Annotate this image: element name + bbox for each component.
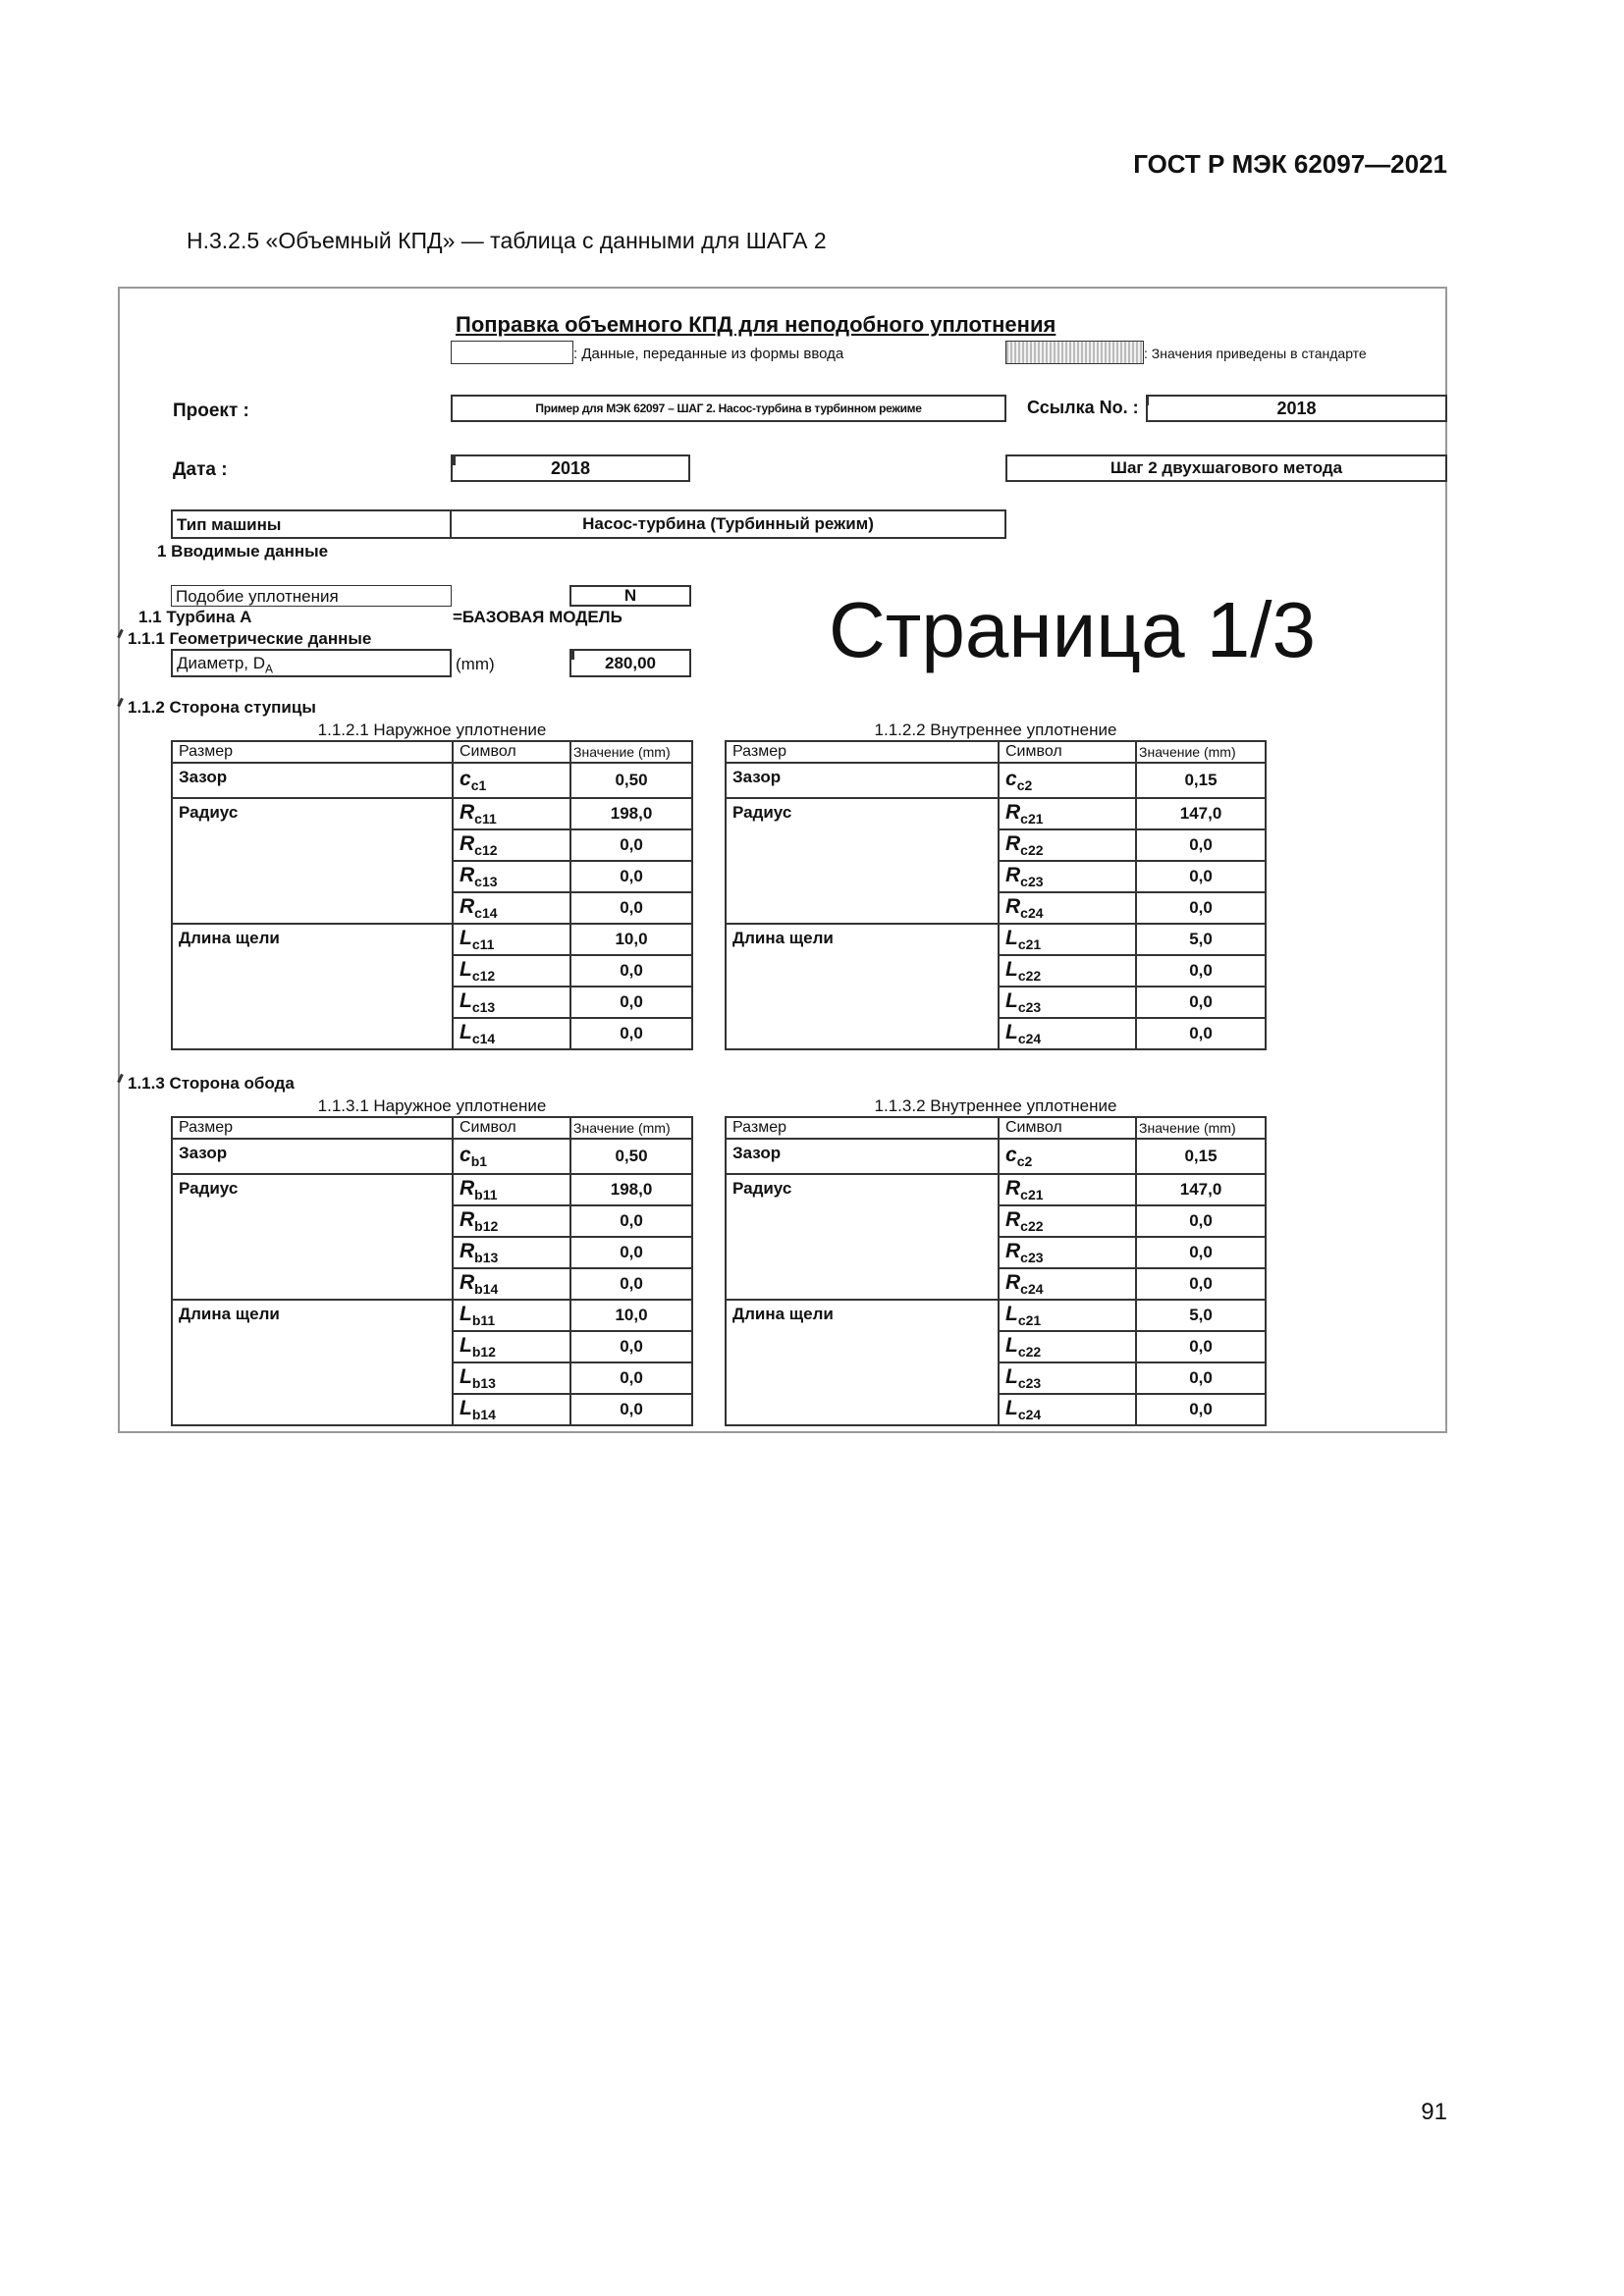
table-caption: 1.1.3.1 Наружное уплотнение — [172, 1096, 692, 1117]
symbol-subscript: c2 — [1016, 1153, 1033, 1169]
date-label: Дата : — [173, 459, 228, 480]
symbol-letter: L — [1005, 958, 1018, 981]
symbol-subscript: c14 — [474, 905, 498, 921]
symbol-subscript: c23 — [1017, 1375, 1042, 1391]
symbol-subscript: c24 — [1020, 905, 1044, 921]
radius-value: 0,0 — [570, 1237, 692, 1268]
symbol-cell — [999, 1174, 1136, 1205]
symbol-subscript: c22 — [1017, 1344, 1042, 1360]
machine-type-label: Тип машины — [177, 515, 282, 534]
column-header-size: Размер — [172, 741, 453, 763]
page-indicator: Страница 1/3 — [829, 586, 1317, 673]
table-caption: 1.1.2.1 Наружное уплотнение — [172, 721, 692, 741]
symbol-letter: L — [1005, 1334, 1018, 1357]
symbol-subscript: c1 — [470, 777, 487, 793]
legend-input-label: : Данные, переданные из формы ввода — [573, 346, 844, 362]
column-header-size: Размер — [172, 1117, 453, 1139]
rim-side-heading: 1.1.3 Сторона обода — [128, 1074, 295, 1093]
symbol-subscript: c24 — [1020, 1281, 1044, 1297]
length-value: 5,0 — [1136, 1300, 1266, 1331]
symbol-subscript: c11 — [471, 936, 495, 952]
radius-label: Радиус — [172, 1174, 453, 1300]
column-header-symbol: Символ — [999, 1117, 1136, 1139]
radius-value: 0,0 — [1136, 1268, 1266, 1300]
radius-label: Радиус — [726, 1174, 999, 1300]
symbol-cell — [453, 1268, 570, 1300]
radius-value: 0,0 — [1136, 1205, 1266, 1237]
radius-value: 0,0 — [1136, 861, 1266, 892]
standard-number: ГОСТ Р МЭК 62097—2021 — [1133, 149, 1447, 179]
symbol-letter: R — [460, 1208, 475, 1231]
symbol-subscript: c14 — [471, 1031, 496, 1046]
hub-outer-seal-table — [171, 721, 693, 1050]
symbol-subscript: c24 — [1017, 1407, 1042, 1422]
turbine-heading: 1.1 Турбина A — [138, 608, 252, 626]
seal-similarity-cell — [171, 585, 452, 607]
length-value: 0,0 — [570, 955, 692, 987]
length-value: 0,0 — [1136, 955, 1266, 987]
radius-value: 198,0 — [570, 1174, 692, 1205]
symbol-letter: L — [460, 989, 472, 1012]
table-caption: 1.1.3.2 Внутреннее уплотнение — [726, 1096, 1266, 1117]
reference-field: 2018 — [1146, 395, 1447, 422]
length-value: 10,0 — [570, 1300, 692, 1331]
length-value: 0,0 — [1136, 1362, 1266, 1394]
page-number: 91 — [1421, 2099, 1447, 2125]
symbol-subscript: c22 — [1020, 842, 1044, 858]
length-label: Длина щели — [726, 1300, 999, 1425]
symbol-letter: R — [1005, 1271, 1021, 1294]
symbol-subscript: c12 — [474, 842, 498, 858]
symbol-letter: L — [1005, 989, 1018, 1012]
symbol-letter: R — [1005, 1240, 1021, 1262]
radius-label: Радиус — [726, 798, 999, 924]
gap-value: 0,15 — [1136, 763, 1266, 798]
table-caption: 1.1.2.2 Внутреннее уплотнение — [726, 721, 1266, 741]
symbol-letter: L — [1005, 1021, 1018, 1043]
column-header-symbol: Символ — [453, 1117, 570, 1139]
symbol-subscript: c23 — [1017, 999, 1042, 1015]
radius-value: 0,0 — [1136, 829, 1266, 861]
legend-input-swatch — [451, 341, 573, 364]
length-label: Длина щели — [172, 924, 453, 1049]
hub-side-heading: 1.1.2 Сторона ступицы — [128, 698, 316, 717]
symbol-letter: R — [1005, 1177, 1021, 1200]
symbol-cell — [453, 1394, 570, 1425]
symbol-subscript: c2 — [1016, 777, 1033, 793]
symbol-cell — [453, 1331, 570, 1362]
symbol-cell — [999, 1331, 1136, 1362]
symbol-cell — [999, 1300, 1136, 1331]
symbol-subscript: c11 — [474, 811, 497, 827]
length-value: 10,0 — [570, 924, 692, 955]
gap-label: Зазор — [172, 1139, 453, 1174]
column-header-value: Значение (mm) — [1136, 1117, 1266, 1139]
radius-value: 0,0 — [570, 861, 692, 892]
symbol-cell — [453, 829, 570, 861]
symbol-cell — [999, 987, 1136, 1018]
step-field: Шаг 2 двухшагового метода — [1005, 454, 1447, 482]
symbol-cell — [999, 892, 1136, 924]
symbol-subscript: c23 — [1020, 1250, 1044, 1265]
length-value: 0,0 — [570, 1394, 692, 1425]
symbol-letter: R — [460, 1271, 475, 1294]
symbol-letter: R — [1005, 864, 1021, 886]
symbol-letter: R — [460, 864, 475, 886]
symbol-cell — [999, 763, 1136, 798]
symbol-cell — [453, 798, 570, 829]
symbol-letter: R — [460, 801, 475, 824]
diameter-label: Диаметр, $D_A$ — [177, 654, 274, 676]
gap-value: 0,50 — [570, 763, 692, 798]
date-field: 2018 — [451, 454, 690, 482]
rim-inner-seal-table — [725, 1096, 1267, 1426]
symbol-subscript: c22 — [1020, 1218, 1044, 1234]
length-value: 0,0 — [1136, 987, 1266, 1018]
symbol-letter: R — [460, 895, 475, 918]
column-header-value: Значение (mm) — [570, 741, 692, 763]
symbol-cell — [999, 1362, 1136, 1394]
symbol-subscript: c23 — [1020, 874, 1044, 889]
symbol-letter: L — [460, 1303, 472, 1325]
length-value: 0,0 — [1136, 1394, 1266, 1425]
symbol-letter: L — [460, 958, 472, 981]
length-label: Длина щели — [172, 1300, 453, 1425]
symbol-subscript: b11 — [474, 1187, 498, 1202]
symbol-letter: R — [1005, 801, 1021, 824]
symbol-subscript: c21 — [1020, 811, 1044, 827]
length-value: 0,0 — [1136, 1018, 1266, 1049]
symbol-subscript: b13 — [474, 1250, 499, 1265]
gap-label: Зазор — [172, 763, 453, 798]
symbol-cell — [999, 1394, 1136, 1425]
symbol-letter: L — [460, 1334, 472, 1357]
legend-standard-swatch — [1005, 341, 1144, 364]
symbol-letter: R — [460, 1177, 475, 1200]
symbol-subscript: b12 — [474, 1218, 499, 1234]
reference-label: Ссылка No. : — [1027, 398, 1139, 417]
symbol-cell — [453, 1174, 570, 1205]
base-model-label: =БАЗОВАЯ МОДЕЛЬ — [453, 608, 623, 626]
seal-similarity-label: Подобие уплотнения — [176, 587, 339, 606]
gap-label: Зазор — [726, 763, 999, 798]
length-label: Длина щели — [726, 924, 999, 1049]
symbol-cell — [453, 1139, 570, 1174]
symbol-cell — [453, 1205, 570, 1237]
geometric-data-heading: 1.1.1 Геометрические данные — [128, 629, 372, 648]
symbol-cell — [999, 1018, 1136, 1049]
length-value: 0,0 — [570, 1362, 692, 1394]
length-value: 0,0 — [1136, 1331, 1266, 1362]
diameter-label-cell — [171, 649, 452, 677]
symbol-subscript: c22 — [1017, 968, 1042, 984]
symbol-subscript: c21 — [1017, 936, 1042, 952]
symbol-subscript: c24 — [1017, 1031, 1042, 1046]
symbol-cell — [999, 924, 1136, 955]
column-header-symbol: Символ — [453, 741, 570, 763]
symbol-cell — [999, 1268, 1136, 1300]
symbol-subscript: b1 — [470, 1153, 488, 1169]
symbol-cell — [999, 1139, 1136, 1174]
radius-value: 0,0 — [570, 892, 692, 924]
symbol-cell — [999, 1237, 1136, 1268]
rim-outer-seal-table — [171, 1096, 693, 1426]
symbol-letter: R — [460, 1240, 475, 1262]
gap-value: 0,50 — [570, 1139, 692, 1174]
radius-value: 0,0 — [570, 1205, 692, 1237]
symbol-cell — [999, 829, 1136, 861]
radius-value: 0,0 — [570, 1268, 692, 1300]
column-header-symbol: Символ — [999, 741, 1136, 763]
diameter-value: 280,00 — [569, 649, 691, 677]
symbol-cell — [453, 1362, 570, 1394]
symbol-cell — [453, 924, 570, 955]
symbol-letter: L — [460, 1021, 472, 1043]
section-caption: Н.3.2.5 «Объемный КПД» — таблица с данными для ШАГА 2 — [187, 228, 827, 253]
hub-inner-seal-table — [725, 721, 1267, 1050]
symbol-letter: c — [1005, 768, 1017, 790]
symbol-letter: L — [460, 1365, 472, 1388]
symbol-subscript: b11 — [471, 1312, 496, 1328]
radius-value: 0,0 — [1136, 1237, 1266, 1268]
symbol-letter: L — [1005, 1397, 1018, 1419]
symbol-cell — [453, 955, 570, 987]
symbol-subscript: c21 — [1020, 1187, 1044, 1202]
length-value: 0,0 — [570, 1018, 692, 1049]
symbol-cell — [999, 1205, 1136, 1237]
column-header-value: Значение (mm) — [1136, 741, 1266, 763]
radius-value: 0,0 — [1136, 892, 1266, 924]
symbol-subscript: c13 — [471, 999, 496, 1015]
symbol-letter: R — [1005, 1208, 1021, 1231]
radius-value: 147,0 — [1136, 798, 1266, 829]
symbol-cell — [453, 1237, 570, 1268]
symbol-cell — [999, 798, 1136, 829]
symbol-letter: R — [1005, 832, 1021, 855]
project-field: Пример для МЭК 62097 – ШАГ 2. Насос-турбина в турбинном режиме — [451, 395, 1006, 422]
input-data-heading: 1 Вводимые данные — [157, 542, 329, 561]
symbol-cell — [999, 955, 1136, 987]
radius-label: Радиус — [172, 798, 453, 924]
symbol-cell — [999, 861, 1136, 892]
symbol-letter: L — [1005, 1303, 1018, 1325]
diameter-unit: (mm) — [456, 655, 495, 673]
length-value: 5,0 — [1136, 924, 1266, 955]
symbol-subscript: b12 — [471, 1344, 496, 1360]
column-header-size: Размер — [726, 741, 999, 763]
symbol-cell — [453, 763, 570, 798]
symbol-letter: L — [460, 1397, 472, 1419]
symbol-subscript: c13 — [474, 874, 498, 889]
legend-standard-label: : Значения приведены в стандарте — [1144, 346, 1367, 361]
machine-type-value: Насос-турбина (Турбинный режим) — [450, 509, 1006, 539]
symbol-cell — [453, 1018, 570, 1049]
symbol-subscript: b14 — [471, 1407, 496, 1422]
column-header-value: Значение (mm) — [570, 1117, 692, 1139]
symbol-subscript: b13 — [471, 1375, 496, 1391]
length-value: 0,0 — [570, 1331, 692, 1362]
project-label: Проект : — [173, 400, 249, 421]
seal-similarity-value: N — [569, 585, 691, 607]
symbol-cell — [453, 892, 570, 924]
symbol-cell — [453, 987, 570, 1018]
radius-value: 147,0 — [1136, 1174, 1266, 1205]
symbol-letter: c — [460, 1144, 471, 1166]
gap-value: 0,15 — [1136, 1139, 1266, 1174]
symbol-letter: c — [1005, 1144, 1017, 1166]
symbol-subscript: c21 — [1017, 1312, 1042, 1328]
symbol-letter: L — [1005, 1365, 1018, 1388]
symbol-letter: L — [460, 927, 472, 949]
symbol-letter: R — [460, 832, 475, 855]
symbol-subscript: b14 — [474, 1281, 499, 1297]
symbol-letter: R — [1005, 895, 1021, 918]
gap-label: Зазор — [726, 1139, 999, 1174]
symbol-cell — [453, 861, 570, 892]
length-value: 0,0 — [570, 987, 692, 1018]
radius-value: 198,0 — [570, 798, 692, 829]
symbol-letter: c — [460, 768, 471, 790]
symbol-subscript: c12 — [471, 968, 496, 984]
radius-value: 0,0 — [570, 829, 692, 861]
symbol-letter: L — [1005, 927, 1018, 949]
symbol-cell — [453, 1300, 570, 1331]
column-header-size: Размер — [726, 1117, 999, 1139]
machine-type-label-cell — [171, 509, 452, 539]
form-title: Поправка объемного КПД для неподобного уплотнения — [456, 312, 1056, 337]
